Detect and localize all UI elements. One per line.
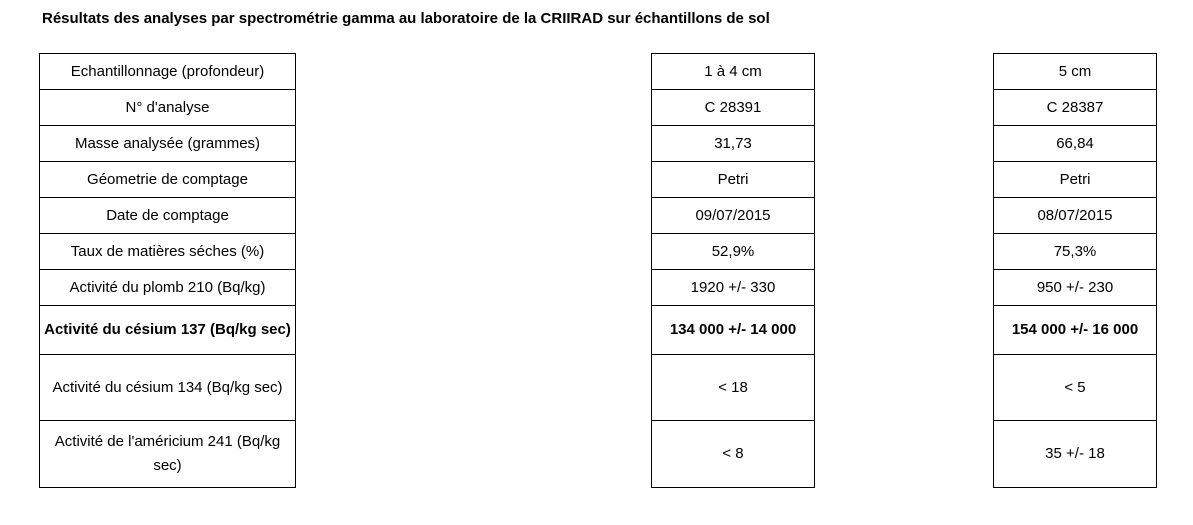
label-cell-counting-geometry: Géometrie de comptage bbox=[40, 162, 296, 198]
sample-2-dry-matter-rate: 75,3% bbox=[994, 234, 1157, 270]
sample-2-cesium-134-activity: < 5 bbox=[994, 355, 1157, 421]
sample-1-americium-241-activity: < 8 bbox=[652, 421, 815, 488]
sample-1-counting-date: 09/07/2015 bbox=[652, 198, 815, 234]
sample-2-lead-210-activity: 950 +/- 230 bbox=[994, 270, 1157, 306]
sample-1-analysis-number: C 28391 bbox=[652, 90, 815, 126]
label-cell-dry-matter-rate: Taux de matières séches (%) bbox=[40, 234, 296, 270]
label-cell-cesium-137-activity: Activité du césium 137 (Bq/kg sec) bbox=[40, 306, 296, 355]
sample-1-cesium-134-activity: < 18 bbox=[652, 355, 815, 421]
sample-2-counting-geometry: Petri bbox=[994, 162, 1157, 198]
sample-2-column bbox=[993, 53, 1157, 488]
label-cell-cesium-134-activity: Activité du césium 134 (Bq/kg sec) bbox=[40, 355, 296, 421]
label-cell-sampling-depth: Echantillonnage (profondeur) bbox=[40, 54, 296, 90]
sample-2-analysis-number: C 28387 bbox=[994, 90, 1157, 126]
sample-2-sampling-depth: 5 cm bbox=[994, 54, 1157, 90]
sample-2-analyzed-mass: 66,84 bbox=[994, 126, 1157, 162]
sample-2-cesium-137-activity: 154 000 +/- 16 000 bbox=[994, 306, 1157, 355]
page-title: Résultats des analyses par spectrométrie gamma au laboratoire de la CRIIRAD sur échantillons de sol bbox=[42, 10, 770, 27]
sample-1-dry-matter-rate: 52,9% bbox=[652, 234, 815, 270]
sample-2-counting-date: 08/07/2015 bbox=[994, 198, 1157, 234]
label-cell-analysis-number: N° d'analyse bbox=[40, 90, 296, 126]
sample-1-sampling-depth: 1 à 4 cm bbox=[652, 54, 815, 90]
sample-2-americium-241-activity: 35 +/- 18 bbox=[994, 421, 1157, 488]
sample-1-column bbox=[651, 53, 815, 488]
label-cell-counting-date: Date de comptage bbox=[40, 198, 296, 234]
sample-1-cesium-137-activity: 134 000 +/- 14 000 bbox=[652, 306, 815, 355]
label-cell-lead-210-activity: Activité du plomb 210 (Bq/kg) bbox=[40, 270, 296, 306]
sample-1-counting-geometry: Petri bbox=[652, 162, 815, 198]
sample-1-analyzed-mass: 31,73 bbox=[652, 126, 815, 162]
label-cell-americium-241-activity: Activité de l'américium 241 (Bq/kg sec) bbox=[40, 421, 296, 488]
label-cell-analyzed-mass: Masse analysée (grammes) bbox=[40, 126, 296, 162]
parameter-label-column bbox=[39, 53, 296, 488]
sample-1-lead-210-activity: 1920 +/- 330 bbox=[652, 270, 815, 306]
